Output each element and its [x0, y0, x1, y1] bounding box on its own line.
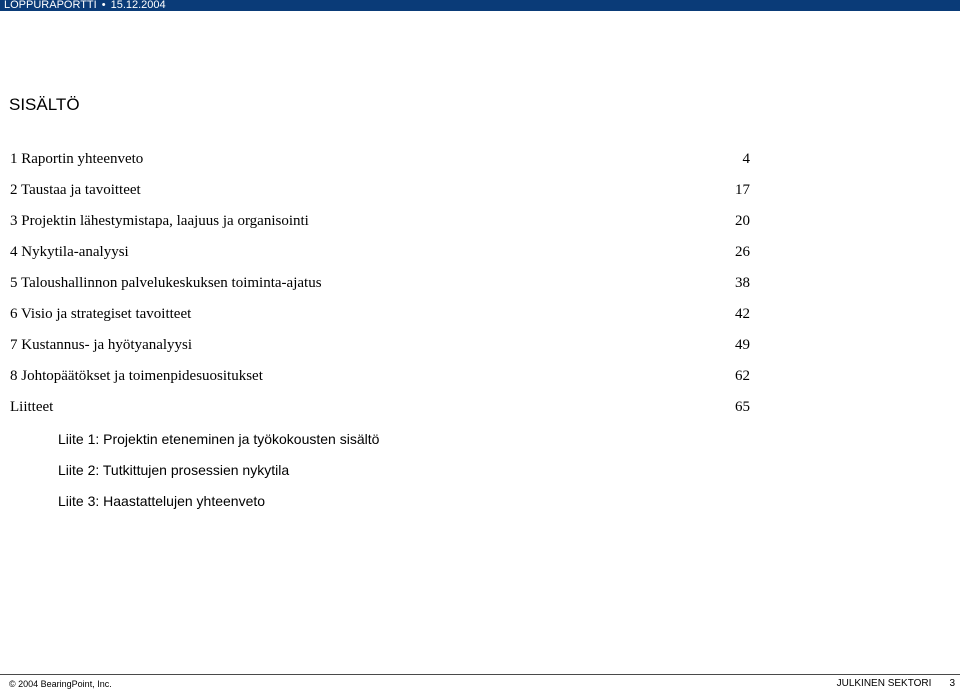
header-text: [4, 0, 166, 12]
footer-divider: [0, 674, 960, 675]
toc-item-3: [10, 209, 750, 240]
toc-item-label: 2 Taustaa ja tavoitteet: [10, 182, 141, 198]
toc-item-6: [10, 302, 750, 333]
toc-item-1: [10, 147, 750, 178]
page-number: 3: [949, 678, 955, 689]
toc-item-7: [10, 333, 750, 364]
toc-item-label: 6 Visio ja strategiset tavoitteet: [10, 306, 192, 322]
toc-item-page: 65: [735, 399, 750, 415]
toc-item-5: [10, 271, 750, 302]
toc-item-label: 8 Johtopäätökset ja toimenpidesuositukset: [10, 368, 263, 384]
toc-item-label: 4 Nykytila-analyysi: [10, 244, 129, 260]
report-title: LOPPURAPORTTI: [4, 0, 97, 11]
appendix-item-2: Liite 2: Tutkittujen prosessien nykytila: [58, 462, 290, 478]
report-date: 15.12.2004: [110, 0, 166, 11]
footer-right: [837, 678, 955, 690]
table-of-contents: [10, 147, 750, 426]
classification-label: JULKINEN SEKTORI: [836, 678, 932, 689]
toc-item-page: 17: [735, 182, 750, 198]
toc-item-label: 1 Raportin yhteenveto: [10, 151, 144, 167]
toc-item-label: 5 Taloushallinnon palvelukeskuksen toiminta-ajatus: [10, 275, 322, 291]
toc-item-label: 7 Kustannus- ja hyötyanalyysi: [10, 337, 193, 353]
appendix-list: [58, 428, 558, 521]
toc-item-page: 4: [742, 151, 750, 167]
toc-item-label: 3 Projektin lähestymistapa, laajuus ja organisointi: [10, 213, 309, 229]
toc-item-8: [10, 364, 750, 395]
toc-item-page: 20: [735, 213, 750, 229]
toc-item-label: Liitteet: [10, 399, 54, 415]
toc-item-page: 26: [735, 244, 750, 260]
toc-item-appendices: [10, 395, 750, 426]
appendix-item-1: Liite 1: Projektin eteneminen ja työkokousten sisältö: [58, 431, 380, 447]
toc-item-page: 42: [735, 306, 750, 322]
toc-item-page: 62: [735, 368, 750, 384]
toc-item-2: [10, 178, 750, 209]
contents-title: SISÄLTÖ: [9, 95, 80, 114]
header-separator: •: [101, 0, 106, 11]
toc-item-4: [10, 240, 750, 271]
appendix-item-3: Liite 3: Haastattelujen yhteenveto: [58, 493, 266, 509]
toc-item-page: 38: [735, 275, 750, 291]
copyright-text: © 2004 BearingPoint, Inc.: [9, 679, 112, 689]
toc-item-page: 49: [735, 337, 750, 353]
page-header: [0, 0, 960, 11]
